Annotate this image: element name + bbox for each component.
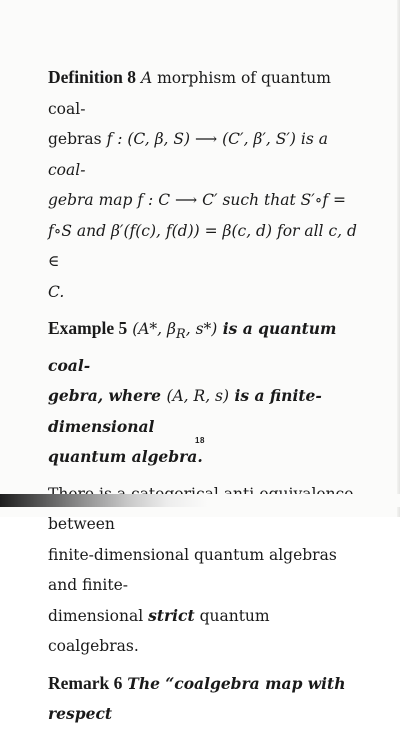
example-text-2a: gebra, where <box>48 386 167 406</box>
remark-text: The “coalgebra map with respect <box>48 673 346 724</box>
definition-text-1a: A <box>140 69 153 87</box>
example-math-subscript: R <box>176 327 186 343</box>
example-text-1: is a quantum coal- <box>48 319 337 375</box>
page-number: 18 <box>195 436 205 445</box>
remark-6 <box>48 668 363 730</box>
text-body <box>48 62 363 730</box>
definition-period: . <box>59 282 65 301</box>
example-5 <box>48 313 363 473</box>
paragraph-emphasis-strict: strict <box>148 605 195 625</box>
definition-math-2: f : C ⟶ C′ <box>137 191 218 209</box>
example-math-1: (A*, β <box>132 320 176 338</box>
definition-label: Definition 8 <box>48 67 136 87</box>
definition-math-5: β′(f(c), f(d)) = β(c, d) <box>110 221 273 240</box>
paragraph-line-2: finite-dimensional quantum algebras and finite- <box>48 545 337 595</box>
definition-text-3b: such that <box>217 191 301 209</box>
example-math-1b: , s*) <box>185 320 218 338</box>
definition-text-2b: is a coal- <box>48 130 328 179</box>
definition-math-4: f∘S <box>48 221 72 240</box>
definition-text-4b: for all <box>272 221 329 240</box>
definition-text-3a: gebra map <box>48 191 138 209</box>
definition-8 <box>48 62 363 307</box>
definition-text-4a: and <box>71 221 111 240</box>
example-text-3: quantum algebra. <box>48 447 203 467</box>
paragraph-line-1: between <box>48 515 115 534</box>
scan-gradient-bar <box>0 494 400 507</box>
paragraph-line-3b: quantum coalgebras. <box>48 606 270 656</box>
example-text-2b: is a finite-dimensional <box>48 386 322 436</box>
example-label: Example 5 <box>48 318 128 338</box>
remark-label: Remark 6 <box>48 672 123 693</box>
definition-text-1b: morphism of quantum coal- <box>48 69 331 118</box>
definition-math-6: c, d ∈ <box>48 221 357 270</box>
example-math-2: (A, R, s) <box>166 387 230 406</box>
paragraph-line-3a: dimensional <box>48 606 149 625</box>
definition-math-3: S′∘f = <box>300 191 346 209</box>
definition-math-1: f : (C, β, S) ⟶ (C′, β′, S′) <box>106 130 296 148</box>
definition-text-2a: gebras <box>48 130 107 148</box>
definition-math-7: C <box>48 282 60 301</box>
